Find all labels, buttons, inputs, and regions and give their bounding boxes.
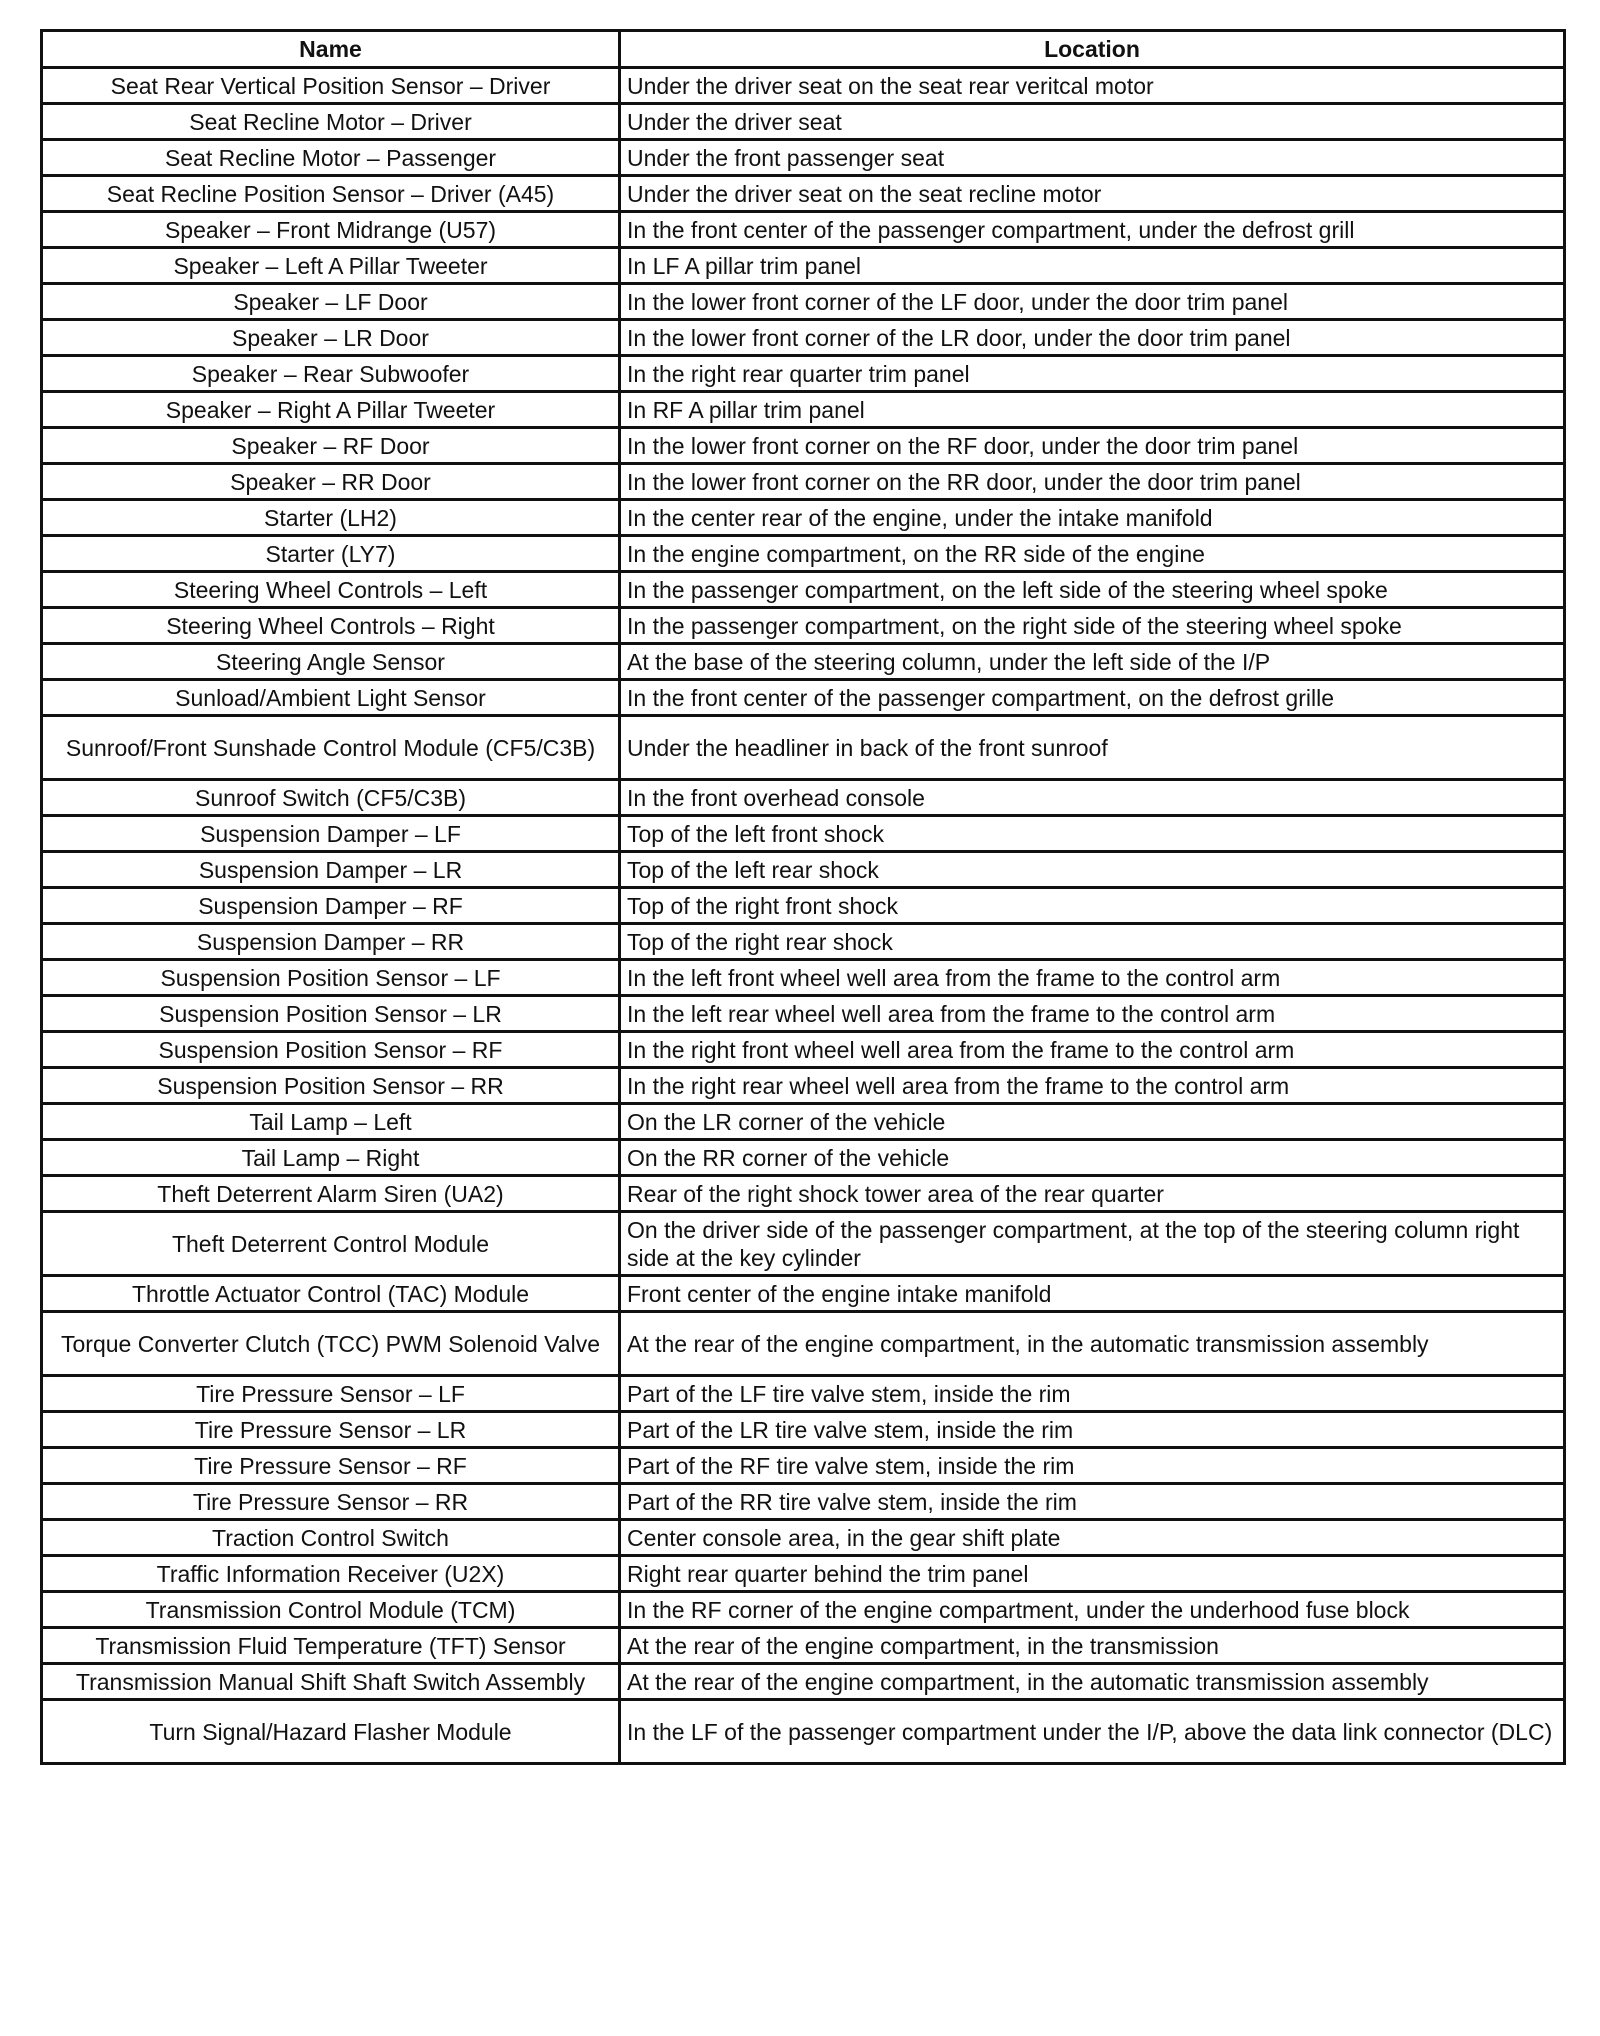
component-location: Under the front passenger seat (620, 140, 1565, 176)
component-name: Speaker – RR Door (42, 464, 620, 500)
component-location: Part of the LR tire valve stem, inside the rim (620, 1412, 1565, 1448)
component-name: Seat Recline Motor – Passenger (42, 140, 620, 176)
component-location: Under the driver seat on the seat rear veritcal motor (620, 68, 1565, 104)
component-location: In the left front wheel well area from the frame to the control arm (620, 960, 1565, 996)
component-name: Tire Pressure Sensor – LR (42, 1412, 620, 1448)
component-location: On the driver side of the passenger compartment, at the top of the steering column right side at the key cylinder (620, 1212, 1565, 1276)
component-name: Speaker – Right A Pillar Tweeter (42, 392, 620, 428)
component-location: In the right rear wheel well area from the frame to the control arm (620, 1068, 1565, 1104)
table-row (42, 1212, 1565, 1276)
table-row (42, 104, 1565, 140)
component-location: Center console area, in the gear shift plate (620, 1520, 1565, 1556)
component-name: Steering Wheel Controls – Left (42, 572, 620, 608)
component-name: Starter (LH2) (42, 500, 620, 536)
component-name: Starter (LY7) (42, 536, 620, 572)
table-header-row (42, 31, 1565, 68)
component-location: At the rear of the engine compartment, in the automatic transmission assembly (620, 1664, 1565, 1700)
table-row (42, 1628, 1565, 1664)
table-row (42, 780, 1565, 816)
table-row (42, 320, 1565, 356)
table-row (42, 680, 1565, 716)
component-name: Steering Wheel Controls – Right (42, 608, 620, 644)
component-name: Seat Rear Vertical Position Sensor – Driver (42, 68, 620, 104)
component-name: Suspension Position Sensor – LR (42, 996, 620, 1032)
component-location: In the front overhead console (620, 780, 1565, 816)
table-body (42, 68, 1565, 1764)
component-location: In the center rear of the engine, under the intake manifold (620, 500, 1565, 536)
component-location: In the right rear quarter trim panel (620, 356, 1565, 392)
table-row (42, 356, 1565, 392)
component-name: Sunload/Ambient Light Sensor (42, 680, 620, 716)
component-name: Suspension Damper – LF (42, 816, 620, 852)
table-row (42, 1484, 1565, 1520)
component-name: Sunroof/Front Sunshade Control Module (CF5/C3B) (42, 716, 620, 780)
component-location: In the lower front corner of the LR door, under the door trim panel (620, 320, 1565, 356)
table-row (42, 1556, 1565, 1592)
table-row (42, 644, 1565, 680)
table-row (42, 888, 1565, 924)
component-location: In RF A pillar trim panel (620, 392, 1565, 428)
component-name: Traffic Information Receiver (U2X) (42, 1556, 620, 1592)
component-location: Part of the LF tire valve stem, inside the rim (620, 1376, 1565, 1412)
table-row (42, 1312, 1565, 1376)
component-location: In the engine compartment, on the RR side of the engine (620, 536, 1565, 572)
table-row (42, 1412, 1565, 1448)
component-name: Suspension Position Sensor – RF (42, 1032, 620, 1068)
table-row (42, 816, 1565, 852)
component-location: Part of the RF tire valve stem, inside the rim (620, 1448, 1565, 1484)
component-name: Traction Control Switch (42, 1520, 620, 1556)
component-location: At the rear of the engine compartment, in the automatic transmission assembly (620, 1312, 1565, 1376)
table-row (42, 1276, 1565, 1312)
component-name: Suspension Position Sensor – RR (42, 1068, 620, 1104)
table-row (42, 248, 1565, 284)
component-name: Tire Pressure Sensor – RR (42, 1484, 620, 1520)
component-name: Throttle Actuator Control (TAC) Module (42, 1276, 620, 1312)
component-name: Turn Signal/Hazard Flasher Module (42, 1700, 620, 1764)
component-name: Transmission Control Module (TCM) (42, 1592, 620, 1628)
table-row (42, 1376, 1565, 1412)
table-row (42, 1032, 1565, 1068)
component-name: Suspension Position Sensor – LF (42, 960, 620, 996)
location-column-header: Location (620, 31, 1565, 68)
table-row (42, 212, 1565, 248)
component-name: Speaker – Front Midrange (U57) (42, 212, 620, 248)
component-location: In the RF corner of the engine compartment, under the underhood fuse block (620, 1592, 1565, 1628)
table-row (42, 140, 1565, 176)
component-name: Transmission Manual Shift Shaft Switch Assembly (42, 1664, 620, 1700)
component-location: In the lower front corner of the LF door, under the door trim panel (620, 284, 1565, 320)
component-name: Tail Lamp – Left (42, 1104, 620, 1140)
table-row (42, 608, 1565, 644)
component-name: Speaker – Left A Pillar Tweeter (42, 248, 620, 284)
component-location: Part of the RR tire valve stem, inside the rim (620, 1484, 1565, 1520)
component-location-table (40, 29, 1566, 1765)
component-location: At the base of the steering column, under the left side of the I/P (620, 644, 1565, 680)
table-row (42, 392, 1565, 428)
table-row (42, 428, 1565, 464)
table-row (42, 1664, 1565, 1700)
table-row (42, 1104, 1565, 1140)
component-location: In the front center of the passenger compartment, on the defrost grille (620, 680, 1565, 716)
component-location: In the LF of the passenger compartment under the I/P, above the data link connector (DLC) (620, 1700, 1565, 1764)
component-location: Under the headliner in back of the front sunroof (620, 716, 1565, 780)
table-row (42, 924, 1565, 960)
component-name: Speaker – LF Door (42, 284, 620, 320)
component-location: Right rear quarter behind the trim panel (620, 1556, 1565, 1592)
table-row (42, 1520, 1565, 1556)
table-row (42, 1448, 1565, 1484)
component-location: In the right front wheel well area from the frame to the control arm (620, 1032, 1565, 1068)
table-row (42, 1140, 1565, 1176)
table-row (42, 852, 1565, 888)
component-name: Tire Pressure Sensor – LF (42, 1376, 620, 1412)
component-location: In the left rear wheel well area from the frame to the control arm (620, 996, 1565, 1032)
component-location: Top of the left front shock (620, 816, 1565, 852)
component-location: In the passenger compartment, on the left side of the steering wheel spoke (620, 572, 1565, 608)
table-row (42, 572, 1565, 608)
table-row (42, 716, 1565, 780)
table-row (42, 1068, 1565, 1104)
component-name: Steering Angle Sensor (42, 644, 620, 680)
table-row (42, 500, 1565, 536)
component-location: Under the driver seat on the seat recline motor (620, 176, 1565, 212)
table-row (42, 68, 1565, 104)
component-name: Sunroof Switch (CF5/C3B) (42, 780, 620, 816)
component-name: Tail Lamp – Right (42, 1140, 620, 1176)
component-name: Suspension Damper – LR (42, 852, 620, 888)
component-location: Top of the right rear shock (620, 924, 1565, 960)
name-column-header: Name (42, 31, 620, 68)
table-row (42, 464, 1565, 500)
component-name: Suspension Damper – RR (42, 924, 620, 960)
component-location: At the rear of the engine compartment, in the transmission (620, 1628, 1565, 1664)
component-name: Seat Recline Position Sensor – Driver (A45) (42, 176, 620, 212)
component-location: Top of the left rear shock (620, 852, 1565, 888)
component-location: Under the driver seat (620, 104, 1565, 140)
component-name: Torque Converter Clutch (TCC) PWM Solenoid Valve (42, 1312, 620, 1376)
table-row (42, 1592, 1565, 1628)
component-name: Transmission Fluid Temperature (TFT) Sensor (42, 1628, 620, 1664)
component-location: On the LR corner of the vehicle (620, 1104, 1565, 1140)
table-row (42, 996, 1565, 1032)
component-location: In the front center of the passenger compartment, under the defrost grill (620, 212, 1565, 248)
component-location: Front center of the engine intake manifold (620, 1276, 1565, 1312)
table-row (42, 284, 1565, 320)
table-row (42, 1176, 1565, 1212)
component-name: Seat Recline Motor – Driver (42, 104, 620, 140)
component-name: Speaker – LR Door (42, 320, 620, 356)
component-location: In LF A pillar trim panel (620, 248, 1565, 284)
component-location: In the lower front corner on the RF door, under the door trim panel (620, 428, 1565, 464)
component-name: Suspension Damper – RF (42, 888, 620, 924)
component-location: Rear of the right shock tower area of the rear quarter (620, 1176, 1565, 1212)
component-name: Theft Deterrent Control Module (42, 1212, 620, 1276)
table-row (42, 960, 1565, 996)
component-location: On the RR corner of the vehicle (620, 1140, 1565, 1176)
component-name: Theft Deterrent Alarm Siren (UA2) (42, 1176, 620, 1212)
component-location: Top of the right front shock (620, 888, 1565, 924)
component-name: Tire Pressure Sensor – RF (42, 1448, 620, 1484)
component-location: In the passenger compartment, on the right side of the steering wheel spoke (620, 608, 1565, 644)
table-row (42, 1700, 1565, 1764)
component-name: Speaker – Rear Subwoofer (42, 356, 620, 392)
table-row (42, 176, 1565, 212)
component-name: Speaker – RF Door (42, 428, 620, 464)
component-location: In the lower front corner on the RR door, under the door trim panel (620, 464, 1565, 500)
table-row (42, 536, 1565, 572)
